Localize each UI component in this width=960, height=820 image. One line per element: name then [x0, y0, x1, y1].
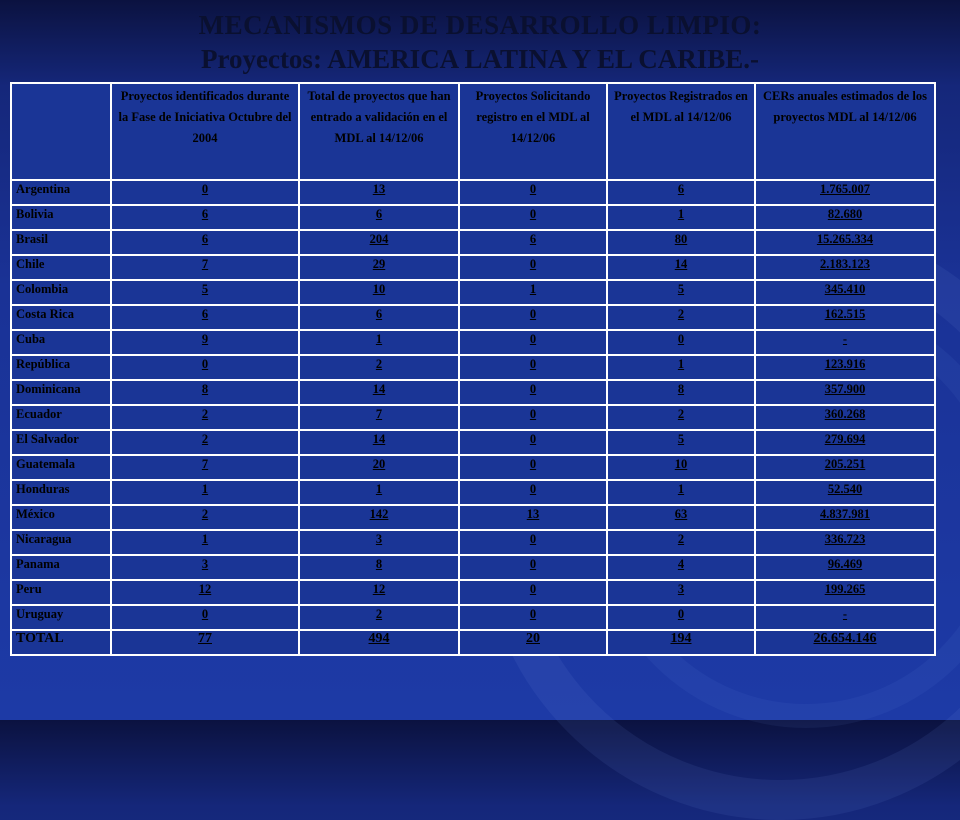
validation-cell-value: 204 [369, 232, 389, 246]
cers-cell-value: 123.916 [824, 357, 866, 371]
validation-cell-value: 1 [375, 482, 383, 496]
validation-cell-value: 14 [372, 382, 386, 396]
validation-cell-value: 8 [375, 557, 383, 571]
registered-cell-value: 1 [677, 482, 685, 496]
cers-cell-value: 15.265.334 [816, 232, 874, 246]
validation-cell [299, 605, 459, 630]
identified-cell [111, 355, 299, 380]
requesting-cell-value: 0 [529, 257, 537, 271]
validation-cell [299, 255, 459, 280]
table-row [11, 580, 935, 605]
requesting-cell [459, 630, 607, 655]
country-cell [11, 555, 111, 580]
table-row [11, 355, 935, 380]
identified-cell-value: 8 [201, 382, 209, 396]
header-cers: CERs anuales estimados de los proyectos MDL al 14/12/06 [755, 83, 935, 180]
registered-cell-value: 5 [677, 432, 685, 446]
validation-cell [299, 455, 459, 480]
cers-cell [755, 380, 935, 405]
cers-cell-value: 2.183.123 [820, 257, 870, 271]
country-cell-value: Costa Rica [16, 307, 74, 321]
requesting-cell [459, 380, 607, 405]
registered-cell [607, 230, 755, 255]
identified-cell [111, 405, 299, 430]
country-cell-value: Chile [16, 257, 45, 271]
identified-cell-value: 6 [201, 307, 209, 321]
country-cell-value: Nicaragua [16, 532, 72, 546]
validation-cell-value: 29 [372, 257, 386, 271]
country-cell [11, 280, 111, 305]
validation-cell [299, 355, 459, 380]
cers-cell [755, 530, 935, 555]
requesting-cell-value: 0 [529, 557, 537, 571]
registered-cell-value: 0 [677, 607, 685, 621]
identified-cell [111, 205, 299, 230]
country-cell-value: Colombia [16, 282, 69, 296]
requesting-cell [459, 255, 607, 280]
identified-cell [111, 555, 299, 580]
requesting-cell [459, 555, 607, 580]
requesting-cell [459, 405, 607, 430]
requesting-cell-value: 20 [526, 631, 540, 646]
table-row [11, 555, 935, 580]
registered-cell [607, 580, 755, 605]
cers-cell-value: - [842, 332, 848, 346]
identified-cell-value: 2 [201, 507, 209, 521]
cers-cell [755, 580, 935, 605]
requesting-cell-value: 13 [526, 507, 540, 521]
table-row [11, 430, 935, 455]
country-cell [11, 330, 111, 355]
validation-cell-value: 2 [375, 607, 383, 621]
requesting-cell-value: 0 [529, 432, 537, 446]
table-row [11, 505, 935, 530]
country-cell-value: República [16, 357, 71, 371]
country-cell [11, 630, 111, 655]
country-cell [11, 355, 111, 380]
identified-cell-value: 9 [201, 332, 209, 346]
requesting-cell-value: 0 [529, 457, 537, 471]
identified-cell-value: 1 [201, 482, 209, 496]
cers-cell [755, 355, 935, 380]
country-cell-value: El Salvador [16, 432, 79, 446]
requesting-cell [459, 455, 607, 480]
country-cell [11, 255, 111, 280]
cers-cell [755, 630, 935, 655]
requesting-cell-value: 0 [529, 482, 537, 496]
identified-cell-value: 6 [201, 207, 209, 221]
table-row [11, 280, 935, 305]
table-row [11, 180, 935, 205]
identified-cell-value: 3 [201, 557, 209, 571]
requesting-cell [459, 330, 607, 355]
validation-cell-value: 12 [372, 582, 386, 596]
validation-cell [299, 530, 459, 555]
registered-cell [607, 480, 755, 505]
identified-cell [111, 605, 299, 630]
validation-cell [299, 280, 459, 305]
country-cell [11, 230, 111, 255]
registered-cell-value: 194 [670, 631, 692, 646]
cers-cell-value: 1.765.007 [820, 182, 870, 196]
title-line-1: MECANISMOS DE DESARROLLO LIMPIO: [198, 10, 762, 40]
registered-cell-value: 1 [677, 207, 685, 221]
validation-cell-value: 3 [375, 532, 383, 546]
country-cell-value: Argentina [16, 182, 71, 196]
registered-cell [607, 280, 755, 305]
registered-cell-value: 14 [674, 257, 688, 271]
identified-cell [111, 580, 299, 605]
registered-cell [607, 530, 755, 555]
table-row [11, 330, 935, 355]
requesting-cell-value: 0 [529, 382, 537, 396]
header-requesting: Proyectos Solicitando registro en el MDL al 14/12/06 [459, 83, 607, 180]
registered-cell [607, 505, 755, 530]
cers-cell-value: 26.654.146 [813, 631, 877, 646]
validation-cell-value: 14 [372, 432, 386, 446]
country-cell [11, 530, 111, 555]
table-row [11, 305, 935, 330]
requesting-cell-value: 1 [529, 282, 537, 296]
identified-cell [111, 305, 299, 330]
identified-cell [111, 630, 299, 655]
registered-cell [607, 180, 755, 205]
registered-cell-value: 8 [677, 382, 685, 396]
registered-cell [607, 630, 755, 655]
title-line-2: Proyectos: AMERICA LATINA Y EL CARIBE.- [200, 44, 760, 74]
country-cell [11, 180, 111, 205]
cers-cell [755, 305, 935, 330]
requesting-cell-value: 0 [529, 407, 537, 421]
requesting-cell [459, 605, 607, 630]
requesting-cell [459, 480, 607, 505]
table-total-row [11, 630, 935, 655]
registered-cell-value: 6 [677, 182, 685, 196]
table-row [11, 405, 935, 430]
header-identified: Proyectos identificados durante la Fase de Iniciativa Octubre del 2004 [111, 83, 299, 180]
cers-cell [755, 280, 935, 305]
country-cell-value: Uruguay [16, 607, 64, 621]
cers-cell-value: 96.469 [827, 557, 863, 571]
cers-cell [755, 555, 935, 580]
country-cell [11, 430, 111, 455]
cers-cell-value: 52.540 [827, 482, 863, 496]
cers-cell-value: 360.268 [824, 407, 866, 421]
identified-cell-value: 7 [201, 257, 209, 271]
cers-cell [755, 605, 935, 630]
registered-cell [607, 380, 755, 405]
cers-cell-value: 205.251 [824, 457, 866, 471]
country-cell [11, 455, 111, 480]
cers-cell-value: 4.837.981 [820, 507, 870, 521]
identified-cell [111, 280, 299, 305]
cers-cell [755, 430, 935, 455]
validation-cell [299, 205, 459, 230]
identified-cell [111, 255, 299, 280]
cers-cell-value: 336.723 [824, 532, 866, 546]
registered-cell [607, 455, 755, 480]
identified-cell-value: 12 [198, 582, 212, 596]
validation-cell [299, 380, 459, 405]
requesting-cell-value: 6 [529, 232, 537, 246]
cers-cell [755, 455, 935, 480]
validation-cell-value: 6 [375, 207, 383, 221]
validation-cell [299, 405, 459, 430]
identified-cell-value: 0 [201, 182, 209, 196]
validation-cell [299, 555, 459, 580]
cers-cell [755, 205, 935, 230]
registered-cell-value: 2 [677, 307, 685, 321]
validation-cell-value: 20 [372, 457, 386, 471]
table-row [11, 605, 935, 630]
validation-cell-value: 142 [369, 507, 389, 521]
registered-cell [607, 305, 755, 330]
validation-cell-value: 7 [375, 407, 383, 421]
table-row [11, 530, 935, 555]
identified-cell-value: 2 [201, 432, 209, 446]
table-row [11, 255, 935, 280]
validation-cell [299, 330, 459, 355]
cers-cell-value: 199.265 [824, 582, 866, 596]
identified-cell-value: 1 [201, 532, 209, 546]
requesting-cell [459, 505, 607, 530]
country-cell-value: Brasil [16, 232, 48, 246]
country-cell [11, 480, 111, 505]
requesting-cell [459, 580, 607, 605]
requesting-cell-value: 0 [529, 582, 537, 596]
requesting-cell [459, 530, 607, 555]
table-header-row [11, 83, 935, 180]
validation-cell-value: 494 [368, 631, 390, 646]
registered-cell [607, 355, 755, 380]
country-cell [11, 380, 111, 405]
identified-cell [111, 380, 299, 405]
registered-cell-value: 63 [674, 507, 688, 521]
table-row [11, 455, 935, 480]
identified-cell [111, 230, 299, 255]
registered-cell [607, 405, 755, 430]
validation-cell [299, 430, 459, 455]
requesting-cell-value: 0 [529, 532, 537, 546]
country-cell-value: Guatemala [16, 457, 76, 471]
registered-cell-value: 2 [677, 407, 685, 421]
cers-cell [755, 255, 935, 280]
cers-cell-value: 345.410 [824, 282, 866, 296]
identified-cell-value: 5 [201, 282, 209, 296]
registered-cell-value: 10 [674, 457, 688, 471]
table-row [11, 205, 935, 230]
validation-cell [299, 180, 459, 205]
cers-cell [755, 230, 935, 255]
identified-cell [111, 180, 299, 205]
cers-cell [755, 180, 935, 205]
identified-cell [111, 455, 299, 480]
requesting-cell-value: 0 [529, 182, 537, 196]
country-cell [11, 605, 111, 630]
identified-cell-value: 7 [201, 457, 209, 471]
requesting-cell [459, 230, 607, 255]
cers-cell [755, 505, 935, 530]
country-cell-value: Cuba [16, 332, 46, 346]
country-cell-value: Bolivia [16, 207, 54, 221]
table-row [11, 480, 935, 505]
table-row [11, 380, 935, 405]
identified-cell-value: 0 [201, 607, 209, 621]
requesting-cell-value: 0 [529, 332, 537, 346]
validation-cell [299, 230, 459, 255]
country-cell [11, 405, 111, 430]
validation-cell-value: 6 [375, 307, 383, 321]
registered-cell-value: 3 [677, 582, 685, 596]
validation-cell [299, 580, 459, 605]
country-cell-value: Panama [16, 557, 60, 571]
country-cell-value: Ecuador [16, 407, 62, 421]
validation-cell [299, 630, 459, 655]
cers-cell [755, 405, 935, 430]
validation-cell-value: 13 [372, 182, 386, 196]
country-cell-value: Honduras [16, 482, 70, 496]
identified-cell [111, 530, 299, 555]
identified-cell [111, 505, 299, 530]
header-validation: Total de proyectos que han entrado a validación en el MDL al 14/12/06 [299, 83, 459, 180]
identified-cell [111, 330, 299, 355]
validation-cell-value: 10 [372, 282, 386, 296]
requesting-cell-value: 0 [529, 207, 537, 221]
registered-cell-value: 1 [677, 357, 685, 371]
validation-cell [299, 305, 459, 330]
country-cell [11, 505, 111, 530]
registered-cell [607, 330, 755, 355]
registered-cell [607, 605, 755, 630]
registered-cell [607, 255, 755, 280]
cers-cell-value: 82.680 [827, 207, 863, 221]
cdm-projects-table [10, 82, 936, 656]
requesting-cell [459, 305, 607, 330]
requesting-cell-value: 0 [529, 307, 537, 321]
header-registered: Proyectos Registrados en el MDL al 14/12/06 [607, 83, 755, 180]
validation-cell-value: 1 [375, 332, 383, 346]
country-cell-value: TOTAL [16, 631, 64, 646]
cers-cell-value: - [842, 607, 848, 621]
identified-cell-value: 6 [201, 232, 209, 246]
registered-cell [607, 430, 755, 455]
identified-cell-value: 2 [201, 407, 209, 421]
cers-cell-value: 357.900 [824, 382, 866, 396]
validation-cell-value: 2 [375, 357, 383, 371]
country-cell-value: Peru [16, 582, 42, 596]
country-cell [11, 205, 111, 230]
registered-cell [607, 555, 755, 580]
table-row [11, 230, 935, 255]
slide-title [0, 8, 960, 76]
header-corner [11, 83, 111, 180]
identified-cell-value: 0 [201, 357, 209, 371]
country-cell-value: México [16, 507, 55, 521]
validation-cell [299, 505, 459, 530]
country-cell [11, 305, 111, 330]
requesting-cell-value: 0 [529, 607, 537, 621]
cers-cell [755, 480, 935, 505]
requesting-cell [459, 180, 607, 205]
registered-cell-value: 4 [677, 557, 685, 571]
requesting-cell [459, 430, 607, 455]
identified-cell-value: 77 [198, 631, 212, 646]
country-cell-value: Dominicana [16, 382, 81, 396]
requesting-cell [459, 355, 607, 380]
requesting-cell-value: 0 [529, 357, 537, 371]
cers-cell-value: 162.515 [824, 307, 866, 321]
registered-cell-value: 80 [674, 232, 688, 246]
registered-cell-value: 0 [677, 332, 685, 346]
registered-cell-value: 2 [677, 532, 685, 546]
requesting-cell [459, 280, 607, 305]
identified-cell [111, 480, 299, 505]
identified-cell [111, 430, 299, 455]
registered-cell-value: 5 [677, 282, 685, 296]
cers-cell-value: 279.694 [824, 432, 866, 446]
cers-cell [755, 330, 935, 355]
country-cell [11, 580, 111, 605]
validation-cell [299, 480, 459, 505]
requesting-cell [459, 205, 607, 230]
registered-cell [607, 205, 755, 230]
